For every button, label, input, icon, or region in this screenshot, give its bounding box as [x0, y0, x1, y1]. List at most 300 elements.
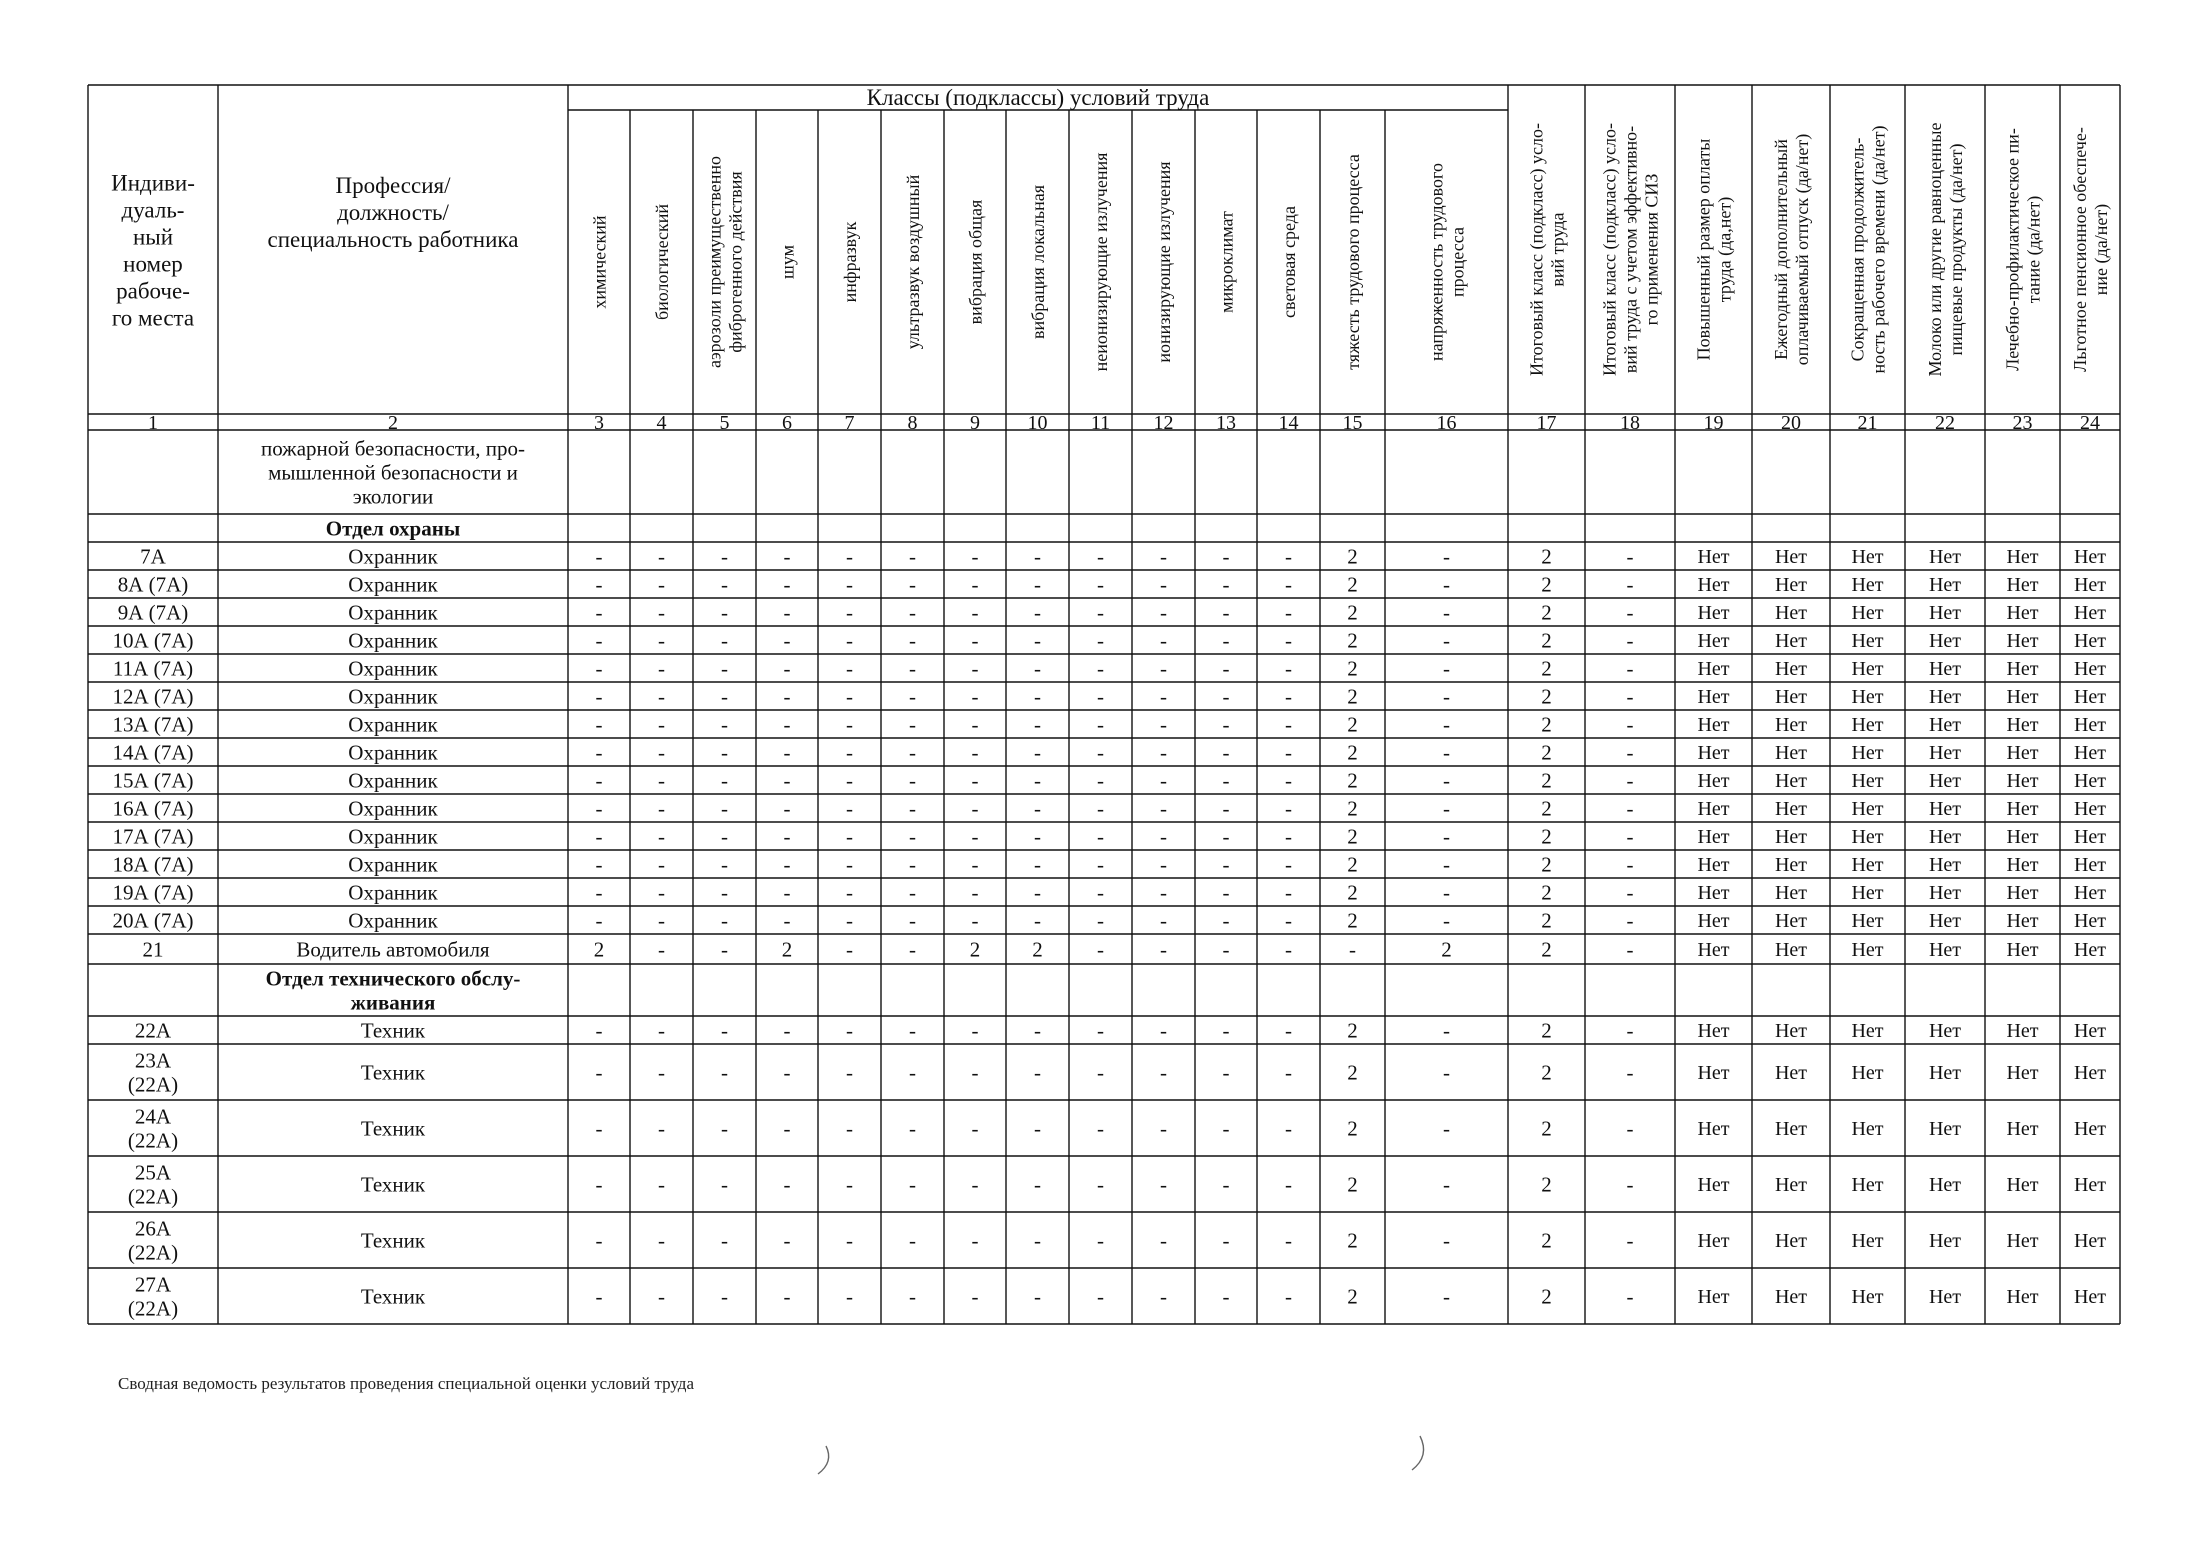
header-factor-15: тяжесть трудового процесса — [1342, 154, 1363, 370]
class-value: - — [1222, 768, 1230, 793]
class-value: - — [1097, 712, 1104, 737]
class-value: - — [1626, 908, 1634, 933]
class-value: - — [1222, 1060, 1230, 1085]
class-value: - — [658, 1116, 665, 1141]
class-value: - — [1443, 572, 1450, 597]
header-extra-20: Ежегодный дополнительныйоплачиваемый отпуск (да/нет) — [1770, 133, 1812, 366]
class-value: Нет — [2006, 546, 2039, 568]
class-value: - — [1160, 1228, 1167, 1253]
class-value: - — [1034, 824, 1041, 849]
class-value: - — [595, 1172, 603, 1197]
header-factor-8: ультразвук воздушный — [902, 174, 923, 350]
class-value: - — [909, 1116, 916, 1141]
workplace-number: 25А (22А) — [127, 1160, 179, 1209]
class-value: - — [846, 824, 853, 849]
class-value: - — [1626, 937, 1634, 962]
class-value: 2 — [1541, 1172, 1552, 1197]
header-extra-23: Лечебно-профилактическое пи-тание (да/нет) — [2002, 128, 2044, 371]
class-value: - — [971, 628, 979, 653]
class-value: - — [846, 1060, 853, 1085]
class-value: 2 — [1541, 852, 1552, 877]
workplace-number: 27А (22А) — [127, 1272, 179, 1321]
class-value: Нет — [1697, 1174, 1730, 1196]
class-value: - — [909, 572, 916, 597]
class-value: - — [971, 684, 979, 709]
workplace-number: 12А (7А) — [112, 684, 194, 709]
class-value: Нет — [2006, 910, 2039, 932]
class-value: - — [846, 740, 853, 765]
class-value: - — [846, 684, 853, 709]
column-number-17: 17 — [1536, 412, 1557, 434]
class-value: - — [1097, 684, 1104, 709]
class-value: - — [783, 656, 791, 681]
class-value: - — [658, 740, 665, 765]
class-value: 2 — [1347, 1018, 1358, 1043]
class-value: 2 — [1347, 628, 1358, 653]
class-value: Нет — [1851, 546, 1884, 568]
class-value: - — [1626, 1018, 1634, 1043]
class-value: Нет — [1851, 714, 1884, 736]
class-value: - — [1034, 1116, 1041, 1141]
class-value: 2 — [1032, 937, 1043, 962]
class-value: - — [1034, 796, 1041, 821]
class-value: - — [783, 852, 791, 877]
class-value: Нет — [1851, 1174, 1884, 1196]
class-value: - — [971, 656, 979, 681]
class-value: - — [1160, 740, 1167, 765]
workplace-number: 26А (22А) — [127, 1216, 179, 1265]
class-value: Нет — [2073, 714, 2107, 736]
class-value: Нет — [1697, 939, 1730, 961]
class-value: - — [1034, 908, 1041, 933]
class-value: - — [1034, 684, 1041, 709]
class-value: Нет — [1697, 798, 1730, 820]
class-value: Нет — [2073, 1118, 2107, 1140]
profession-name: Охранник — [348, 880, 438, 905]
class-value: Нет — [2073, 826, 2107, 848]
class-value: - — [658, 628, 665, 653]
class-value: - — [1034, 600, 1041, 625]
class-value: Нет — [1928, 1286, 1962, 1308]
class-value: Нет — [2073, 1230, 2107, 1252]
class-value: - — [595, 1018, 603, 1043]
class-value: - — [1160, 1060, 1167, 1085]
class-value: - — [721, 908, 728, 933]
class-value: - — [1626, 1228, 1634, 1253]
class-value: Нет — [2006, 602, 2039, 624]
column-number-8: 8 — [907, 412, 918, 434]
class-value: Нет — [1851, 630, 1884, 652]
class-value: - — [909, 1018, 916, 1043]
class-value: - — [909, 880, 916, 905]
class-value: - — [595, 824, 603, 849]
class-value: Нет — [1928, 1062, 1962, 1084]
class-value: - — [1443, 712, 1450, 737]
class-value: - — [1285, 1060, 1292, 1085]
profession-name: Охранник — [348, 628, 438, 653]
class-value: 2 — [1347, 1172, 1358, 1197]
class-value: - — [1160, 768, 1167, 793]
class-value: - — [1097, 852, 1104, 877]
class-value: - — [1285, 937, 1292, 962]
workplace-number: 8А (7А) — [117, 572, 189, 597]
class-value: Нет — [1774, 854, 1808, 876]
class-value: Нет — [2073, 1020, 2107, 1042]
class-value: 2 — [969, 937, 981, 962]
class-value: Нет — [1774, 1174, 1808, 1196]
class-value: - — [1285, 1284, 1292, 1309]
class-value: Нет — [2073, 882, 2107, 904]
class-value: 2 — [1541, 824, 1552, 849]
class-value: - — [595, 796, 603, 821]
class-value: Нет — [1851, 1286, 1884, 1308]
header-factor-7: инфразвук — [839, 221, 860, 303]
class-value: - — [1222, 1018, 1230, 1043]
class-value: - — [909, 908, 916, 933]
class-value: 2 — [1541, 1018, 1552, 1043]
class-value: - — [846, 572, 853, 597]
class-value: - — [1626, 600, 1634, 625]
class-value: 2 — [1347, 1284, 1358, 1309]
class-value: - — [1626, 1284, 1634, 1309]
class-value: - — [1034, 628, 1041, 653]
class-value: Нет — [1697, 686, 1730, 708]
class-value: - — [1160, 1284, 1167, 1309]
class-value: - — [1034, 1172, 1041, 1197]
class-value: Нет — [2006, 714, 2039, 736]
class-value: - — [1222, 1228, 1230, 1253]
class-value: Нет — [2073, 686, 2107, 708]
profession-name: Охранник — [348, 768, 438, 793]
column-number-7: 7 — [844, 412, 855, 434]
class-value: - — [1443, 544, 1450, 569]
workplace-number: 23А (22А) — [127, 1048, 179, 1097]
class-value: - — [1097, 1116, 1104, 1141]
class-value: - — [1222, 544, 1230, 569]
class-value: Нет — [1774, 770, 1808, 792]
class-value: - — [1285, 1228, 1292, 1253]
class-value: - — [1034, 712, 1041, 737]
class-value: - — [1222, 852, 1230, 877]
profession-name: Техник — [360, 1060, 426, 1085]
section-label: Отдел технического обслу-живания — [265, 966, 521, 1015]
class-value: - — [1285, 880, 1292, 905]
class-value: - — [595, 1228, 603, 1253]
class-value: - — [971, 1284, 979, 1309]
class-value: - — [1626, 1116, 1634, 1141]
class-value: - — [1160, 544, 1167, 569]
profession-name: Техник — [360, 1228, 426, 1253]
profession-name: Техник — [360, 1018, 426, 1043]
class-value: - — [658, 1284, 665, 1309]
class-value: - — [909, 684, 916, 709]
class-value: - — [1626, 656, 1634, 681]
class-value: - — [846, 600, 853, 625]
class-value: - — [783, 1060, 791, 1085]
class-value: - — [971, 880, 979, 905]
class-value: Нет — [1774, 742, 1808, 764]
class-value: Нет — [1928, 1174, 1962, 1196]
class-value: 2 — [1541, 937, 1552, 962]
class-value: - — [1285, 1172, 1292, 1197]
class-value: - — [1285, 1018, 1292, 1043]
class-value: - — [595, 712, 603, 737]
class-value: - — [1097, 1284, 1104, 1309]
class-value: 2 — [1347, 908, 1358, 933]
class-value: - — [1443, 1284, 1450, 1309]
class-value: Нет — [1851, 798, 1884, 820]
class-value: - — [971, 824, 979, 849]
class-value: Нет — [1697, 742, 1730, 764]
class-value: - — [595, 908, 603, 933]
class-value: 2 — [1541, 712, 1552, 737]
class-value: - — [658, 1060, 665, 1085]
class-value: - — [1626, 852, 1634, 877]
class-value: Нет — [1697, 1062, 1730, 1084]
class-value: - — [721, 768, 728, 793]
class-value: 2 — [1347, 880, 1358, 905]
class-value: - — [1034, 656, 1041, 681]
class-value: - — [1097, 796, 1104, 821]
class-value: Нет — [1928, 742, 1962, 764]
class-value: - — [846, 544, 853, 569]
class-value: - — [721, 937, 728, 962]
class-value: - — [1034, 544, 1041, 569]
class-value: 2 — [1541, 600, 1552, 625]
class-value: Нет — [2006, 939, 2039, 961]
workplace-number: 22А — [134, 1018, 172, 1043]
class-value: - — [971, 1060, 979, 1085]
header-factor-12: ионизирующие излучения — [1153, 161, 1174, 363]
workplace-number: 20А (7А) — [112, 908, 194, 933]
class-value: - — [971, 768, 979, 793]
class-value: - — [909, 852, 916, 877]
class-value: - — [721, 1228, 728, 1253]
class-value: - — [1222, 937, 1230, 962]
header-factor-3: химический — [589, 215, 610, 309]
class-value: - — [595, 1284, 603, 1309]
class-value: Нет — [1697, 602, 1730, 624]
class-value: - — [1222, 572, 1230, 597]
class-value: Нет — [2006, 574, 2039, 596]
class-value: Нет — [1851, 658, 1884, 680]
class-value: Нет — [1697, 658, 1730, 680]
class-value: - — [721, 684, 728, 709]
class-value: - — [1443, 1060, 1450, 1085]
class-value: - — [1034, 1018, 1041, 1043]
column-number-14: 14 — [1278, 412, 1299, 434]
class-value: Нет — [1697, 714, 1730, 736]
class-value: 2 — [1347, 1228, 1358, 1253]
column-number-11: 11 — [1090, 412, 1111, 434]
class-value: Нет — [2006, 1118, 2039, 1140]
header-factor-13: микроклимат — [1216, 211, 1237, 313]
class-value: Нет — [2006, 658, 2039, 680]
class-value: Нет — [1697, 1286, 1730, 1308]
class-value: - — [971, 712, 979, 737]
profession-name: Охранник — [348, 544, 438, 569]
class-value: Нет — [1928, 798, 1962, 820]
class-value: Нет — [1851, 574, 1884, 596]
class-value: Нет — [2073, 1062, 2107, 1084]
profession-name: Охранник — [348, 908, 438, 933]
class-value: - — [846, 796, 853, 821]
workplace-number: 18А (7А) — [112, 852, 194, 877]
workplace-number: 13А (7А) — [112, 712, 194, 737]
class-value: - — [783, 880, 791, 905]
class-value: - — [658, 824, 665, 849]
class-value: 2 — [1347, 572, 1358, 597]
class-value: - — [1097, 628, 1104, 653]
scan-mark-right — [1412, 1436, 1424, 1470]
class-value: Нет — [1851, 1230, 1884, 1252]
header-factor-14: световая среда — [1278, 206, 1299, 318]
class-value: - — [721, 544, 728, 569]
class-value: Нет — [1774, 602, 1808, 624]
class-value: 2 — [1541, 1284, 1552, 1309]
class-value: - — [1097, 908, 1104, 933]
class-value: 2 — [1541, 1060, 1552, 1085]
header-factor-9: вибрация общая — [965, 199, 986, 325]
class-value: Нет — [1774, 1020, 1808, 1042]
profession-name: Охранник — [348, 712, 438, 737]
class-value: Нет — [1928, 686, 1962, 708]
class-value: - — [1222, 684, 1230, 709]
class-value: - — [1222, 880, 1230, 905]
class-value: - — [721, 824, 728, 849]
header-conditions-group: Классы (подклассы) условий труда — [866, 85, 1210, 111]
class-value: - — [1160, 937, 1167, 962]
class-value: - — [1097, 1172, 1104, 1197]
class-value: 2 — [1347, 852, 1358, 877]
class-value: Нет — [2073, 630, 2107, 652]
class-value: - — [595, 684, 603, 709]
class-value: - — [846, 908, 853, 933]
class-value: Нет — [1851, 686, 1884, 708]
workplace-number: 24А (22А) — [127, 1104, 179, 1153]
class-value: 2 — [1541, 880, 1552, 905]
class-value: Нет — [2006, 1174, 2039, 1196]
column-number-3: 3 — [594, 412, 604, 434]
class-value: - — [658, 656, 665, 681]
class-value: - — [1626, 1060, 1634, 1085]
workplace-number: 11А (7А) — [112, 656, 194, 681]
class-value: - — [1160, 1018, 1167, 1043]
profession-name: Техник — [360, 1116, 426, 1141]
class-value: - — [1626, 712, 1634, 737]
class-value: - — [783, 684, 791, 709]
class-value: Нет — [1851, 602, 1884, 624]
class-value: - — [1222, 796, 1230, 821]
class-value: - — [658, 908, 665, 933]
class-value: 2 — [1347, 712, 1358, 737]
section-label: пожарной безопасности, про-мышленной безопасности и экологии — [260, 436, 526, 509]
column-number-19: 19 — [1703, 412, 1724, 434]
class-value: - — [909, 600, 916, 625]
header-factor-16: напряженность трудовогопроцесса — [1426, 163, 1468, 361]
class-value: Нет — [2006, 1230, 2039, 1252]
class-value: Нет — [1774, 1286, 1808, 1308]
class-value: - — [1160, 880, 1167, 905]
class-value: Нет — [1697, 854, 1730, 876]
class-value: - — [658, 796, 665, 821]
scan-mark-left — [818, 1446, 829, 1474]
class-value: - — [783, 768, 791, 793]
column-number-10: 10 — [1027, 412, 1048, 434]
class-value: - — [783, 600, 791, 625]
class-value: - — [658, 880, 665, 905]
class-value: - — [783, 1018, 791, 1043]
class-value: - — [721, 572, 728, 597]
class-value: - — [1222, 740, 1230, 765]
class-value: - — [1034, 1228, 1041, 1253]
class-value: - — [909, 712, 916, 737]
column-number-6: 6 — [782, 412, 792, 434]
class-value: - — [1443, 684, 1450, 709]
class-value: - — [721, 1284, 728, 1309]
class-value: - — [1160, 572, 1167, 597]
class-value: - — [909, 1284, 916, 1309]
class-value: Нет — [1928, 630, 1962, 652]
class-value: Нет — [1928, 939, 1962, 961]
class-value: - — [783, 1172, 791, 1197]
class-value: - — [595, 544, 603, 569]
class-value: 2 — [1347, 796, 1358, 821]
class-value: 2 — [1347, 768, 1358, 793]
class-value: 2 — [1541, 1228, 1552, 1253]
class-value: Нет — [1774, 826, 1808, 848]
class-value: 2 — [1347, 656, 1358, 681]
column-number-4: 4 — [656, 412, 667, 434]
class-value: - — [909, 796, 916, 821]
class-value: - — [1222, 1116, 1230, 1141]
class-value: - — [971, 1228, 979, 1253]
class-value: Нет — [1697, 910, 1730, 932]
profession-name: Охранник — [348, 656, 438, 681]
class-value: - — [658, 572, 665, 597]
profession-name: Охранник — [348, 572, 438, 597]
class-value: Нет — [2073, 939, 2107, 961]
class-value: Нет — [1851, 826, 1884, 848]
class-value: 2 — [1347, 544, 1358, 569]
class-value: 2 — [781, 937, 793, 962]
class-value: Нет — [1697, 630, 1730, 652]
class-value: - — [1443, 908, 1450, 933]
class-value: 2 — [1347, 1060, 1358, 1085]
class-value: - — [1626, 768, 1634, 793]
column-number-2: 2 — [388, 412, 398, 434]
class-value: Нет — [1928, 854, 1962, 876]
class-value: - — [971, 572, 979, 597]
class-value: - — [783, 796, 791, 821]
class-value: - — [846, 937, 853, 962]
class-value: - — [1097, 880, 1104, 905]
class-value: - — [1097, 1060, 1104, 1085]
class-value: - — [1285, 768, 1292, 793]
class-value: 2 — [593, 937, 605, 962]
class-value: - — [658, 1228, 665, 1253]
class-value: 2 — [1347, 1116, 1358, 1141]
class-value: - — [1222, 824, 1230, 849]
class-value: 2 — [1541, 572, 1552, 597]
class-value: - — [595, 880, 603, 905]
class-value: Нет — [2006, 770, 2039, 792]
class-value: - — [1097, 824, 1104, 849]
class-value: - — [971, 908, 979, 933]
class-value: Нет — [2073, 574, 2107, 596]
column-number-12: 12 — [1153, 412, 1174, 434]
class-value: - — [1626, 740, 1634, 765]
